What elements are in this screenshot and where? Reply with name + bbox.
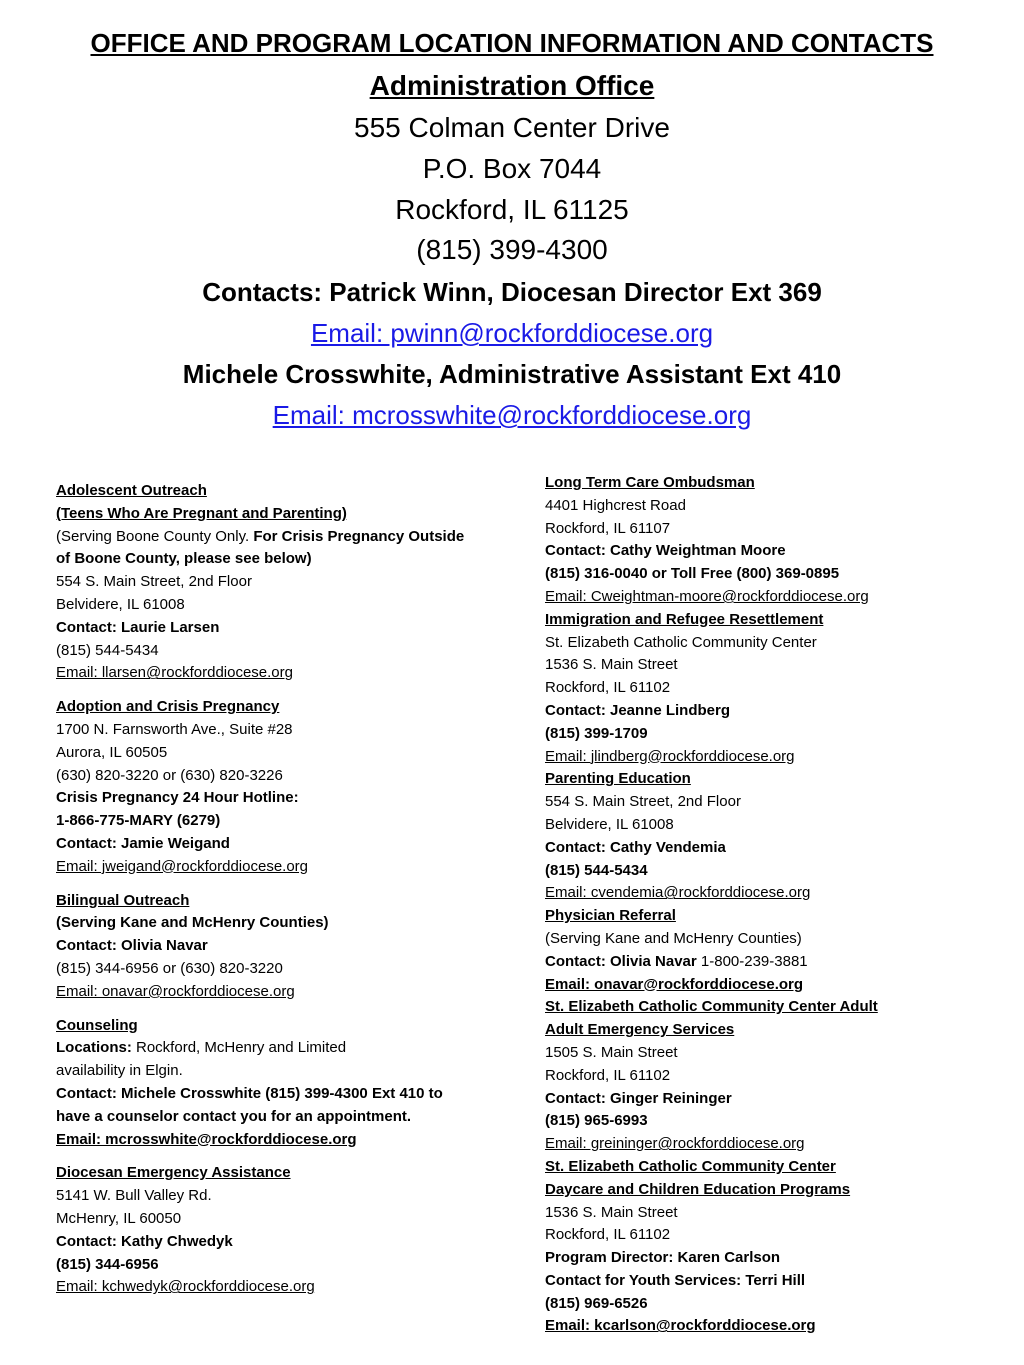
program-address: 554 S. Main Street, 2nd Floor: [545, 793, 741, 811]
program-subtitle: (Serving Kane and McHenry Counties): [545, 929, 802, 947]
program-contact-cont: have a counselor contact you for an appointment.: [56, 1107, 412, 1125]
program-name: Adoption and Crisis Pregnancy: [56, 698, 280, 716]
program-emergency-assistance: [56, 1162, 526, 1299]
assistant-email-link[interactable]: Email: mcrosswhite@rockforddiocese.org: [272, 400, 752, 430]
program-address: 1536 S. Main Street: [545, 1203, 678, 1221]
program-contact: Contact: Ginger Reininger: [545, 1089, 732, 1107]
program-phone: (815) 316-0040 or Toll Free (800) 369-0895: [545, 565, 840, 583]
program-name-cont: Daycare and Children Education Programs: [545, 1180, 851, 1198]
program-bilingual-outreach: [56, 890, 526, 1004]
note-bold: For Crisis Pregnancy Outside: [253, 527, 465, 545]
program-phone: (815) 399-1709: [545, 724, 648, 742]
program-locations: [56, 1037, 526, 1060]
program-contact: Contact: Cathy Vendemia: [545, 838, 726, 856]
program-address: 554 S. Main Street, 2nd Floor: [56, 573, 252, 591]
program-email-link[interactable]: Email: onavar@rockforddiocese.org: [545, 975, 804, 993]
program-name: Immigration and Refugee Resettlement: [545, 610, 824, 628]
program-physician-referral: [545, 905, 1015, 996]
program-email-link[interactable]: Email: jweigand@rockforddiocese.org: [56, 857, 309, 875]
program-email-link[interactable]: Email: greininger@rockforddiocese.org: [545, 1135, 805, 1153]
program-email-link[interactable]: Email: mcrosswhite@rockforddiocese.org: [56, 1130, 357, 1148]
program-name: Physician Referral: [545, 907, 676, 925]
program-name: Parenting Education: [545, 770, 691, 788]
program-phone: (815) 344-6956 or (630) 820-3220: [56, 959, 283, 977]
office-heading: Administration Office: [369, 70, 655, 101]
program-phone: (815) 969-6526: [545, 1294, 648, 1312]
program-phone: (815) 544-5434: [56, 641, 159, 659]
program-address: 4401 Highcrest Road: [545, 496, 686, 514]
program-name: Long Term Care Ombudsman: [545, 474, 755, 491]
program-phone: (815) 544-5434: [545, 861, 648, 879]
program-address: 5141 W. Bull Valley Rd.: [56, 1187, 212, 1205]
program-name: Bilingual Outreach: [56, 891, 190, 909]
program-daycare: [545, 1156, 1015, 1338]
program-adolescent-outreach: [56, 480, 526, 685]
page-title: OFFICE AND PROGRAM LOCATION INFORMATION AND CONTACTS: [90, 28, 934, 58]
program-contact: Contact: Michele Crosswhite (815) 399-4300 Ext 410 to: [56, 1084, 443, 1102]
program-note: [56, 526, 526, 549]
office-address-line1: 555 Colman Center Drive: [354, 112, 670, 143]
program-adult-emergency: [545, 996, 1015, 1156]
program-director: Program Director: Karen Carlson: [545, 1249, 781, 1267]
program-contact: Contact: Jeanne Lindberg: [545, 701, 731, 719]
program-adoption: [56, 696, 526, 878]
program-phone: (630) 820-3220 or (630) 820-3226: [56, 766, 283, 784]
program-ombudsman: [545, 472, 1015, 609]
program-subtitle: (Teens Who Are Pregnant and Parenting): [56, 504, 347, 522]
program-contact: Contact: Olivia Navar: [56, 937, 208, 955]
program-phone: (815) 344-6956: [56, 1255, 159, 1273]
program-immigration: [545, 609, 1015, 769]
program-email-link[interactable]: Email: kchwedyk@rockforddiocese.org: [56, 1278, 315, 1296]
program-hotline-number: 1-866-775-MARY (6279): [56, 812, 221, 830]
program-email-link[interactable]: Email: kcarlson@rockforddiocese.org: [545, 1317, 816, 1335]
note-plain: (Serving Boone County Only.: [56, 527, 254, 545]
office-contact-assistant: Michele Crosswhite, Administrative Assistant Ext 410: [182, 359, 842, 389]
program-contact: [545, 951, 1015, 974]
program-email-link[interactable]: Email: Cweightman-moore@rockforddiocese.org: [545, 587, 869, 605]
program-contact: Contact: Kathy Chwedyk: [56, 1232, 233, 1250]
program-address: 1505 S. Main Street: [545, 1043, 678, 1061]
program-phone: (815) 965-6993: [545, 1112, 648, 1130]
office-phone: (815) 399-4300: [416, 234, 608, 265]
program-name-cont: Adult Emergency Services: [545, 1021, 735, 1039]
locations-text: Rockford, McHenry and Limited: [131, 1039, 347, 1057]
program-youth-contact: Contact for Youth Services: Terri Hill: [545, 1271, 806, 1289]
program-city: Belvidere, IL 61008: [56, 595, 185, 613]
program-name: St. Elizabeth Catholic Community Center: [545, 1157, 836, 1175]
program-city: Aurora, IL 60505: [56, 743, 168, 761]
program-email-link[interactable]: Email: jlindberg@rockforddiocese.org: [545, 747, 795, 765]
program-city: Belvidere, IL 61008: [545, 815, 674, 833]
contact-phone: 1-800-239-3881: [696, 952, 808, 970]
program-locations-cont: availability in Elgin.: [56, 1062, 183, 1080]
program-parenting: [545, 768, 1015, 905]
program-name: St. Elizabeth Catholic Community Center Adult: [545, 998, 878, 1016]
program-org: St. Elizabeth Catholic Community Center: [545, 633, 817, 651]
office-city: Rockford, IL 61125: [395, 194, 629, 225]
program-city: Rockford, IL 61107: [545, 519, 671, 537]
program-city: Rockford, IL 61102: [545, 679, 671, 697]
director-email-link[interactable]: Email: pwinn@rockforddiocese.org: [310, 318, 714, 348]
office-address-line2: P.O. Box 7044: [422, 153, 602, 184]
program-city: Rockford, IL 61102: [545, 1066, 671, 1084]
contact-name: Contact: Olivia Navar: [545, 952, 697, 970]
program-city: McHenry, IL 60050: [56, 1209, 182, 1227]
right-column: [545, 472, 1015, 1338]
program-name: Adolescent Outreach: [56, 482, 207, 499]
program-contact: Contact: Cathy Weightman Moore: [545, 542, 786, 560]
program-hotline-label: Crisis Pregnancy 24 Hour Hotline:: [56, 789, 299, 807]
program-city: Rockford, IL 61102: [545, 1226, 671, 1244]
program-note-cont: of Boone County, please see below): [56, 550, 312, 568]
program-counseling: [56, 1015, 526, 1152]
program-email-link[interactable]: Email: onavar@rockforddiocese.org: [56, 982, 295, 1000]
program-name: Counseling: [56, 1016, 138, 1034]
office-contact-director: Contacts: Patrick Winn, Diocesan Director Ext 369: [202, 277, 822, 307]
program-email-link[interactable]: Email: cvendemia@rockforddiocese.org: [545, 884, 811, 902]
program-contact: Contact: Jamie Weigand: [56, 834, 230, 852]
program-address: 1700 N. Farnsworth Ave., Suite #28: [56, 720, 293, 738]
program-email-link[interactable]: Email: llarsen@rockforddiocese.org: [56, 664, 293, 682]
program-name: Diocesan Emergency Assistance: [56, 1164, 291, 1182]
left-column: [56, 480, 526, 1310]
locations-label: Locations:: [56, 1039, 132, 1057]
program-address: 1536 S. Main Street: [545, 656, 678, 674]
program-subtitle: (Serving Kane and McHenry Counties): [56, 914, 329, 932]
program-contact: Contact: Laurie Larsen: [56, 618, 220, 636]
